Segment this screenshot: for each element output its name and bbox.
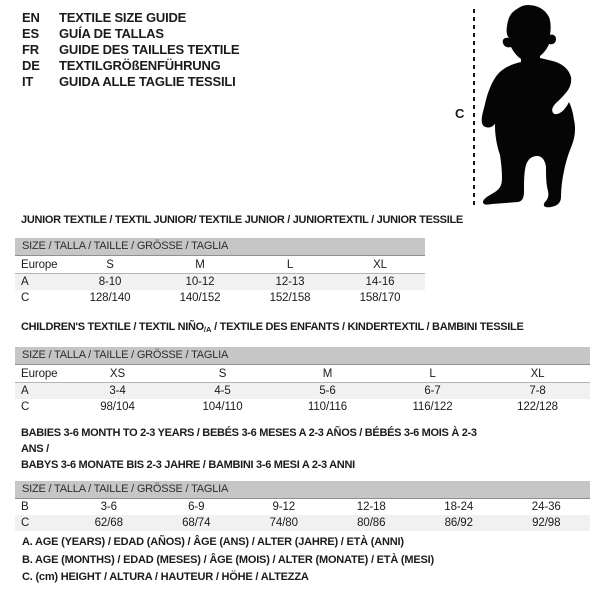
row-label: Europe xyxy=(21,367,58,380)
size-cell: XL xyxy=(530,367,545,380)
height-cell: 92/98 xyxy=(532,517,561,529)
age-cell: 14-16 xyxy=(365,276,395,288)
age-cell: 6-7 xyxy=(424,385,441,397)
months-cell: 18-24 xyxy=(444,501,474,513)
age-cell: 8-10 xyxy=(98,276,122,288)
table-title: JUNIOR TEXTILE / TEXTIL JUNIOR/ TEXTILE JUNIOR / JUNIORTEXTIL / JUNIOR TESSILE xyxy=(21,214,463,226)
table-title: BABIES 3-6 MONTH TO 2-3 YEARS / BEBÉS 3-6 MESES A 2-3 AÑOS / BÉBÉS 3-6 MOIS À 2-3 ANS / BABYS 3-6 MONATE BIS 2-3 JAHRE / BAMBINI 3-6 MESI A 2-3 ANNI xyxy=(21,427,477,471)
age-cell: 5-6 xyxy=(319,385,336,397)
height-cell: 104/110 xyxy=(202,401,243,413)
height-measure-label: C xyxy=(455,106,465,121)
age-cell: 7-8 xyxy=(529,385,546,397)
size-cell: L xyxy=(286,258,294,271)
lang-title: TEXTILGRÖßENFÜHRUNG xyxy=(59,57,221,73)
legend-notes xyxy=(22,534,434,587)
row-label: A xyxy=(21,385,29,397)
size-header-bar: SIZE / TALLA / TAILLE / GRÖSSE / TAGLIA xyxy=(15,481,590,499)
height-cell: 116/122 xyxy=(412,401,453,413)
legend-b: B. AGE (MONTHS) / EDAD (MESES) / ÂGE (MOIS) / ALTER (MONATE) / ETÀ (MESI) xyxy=(22,553,434,566)
height-cell: 152/158 xyxy=(269,292,311,304)
lang-code: DE xyxy=(22,57,40,73)
toddler-silhouette-icon xyxy=(480,0,600,210)
table-row-age xyxy=(15,383,590,399)
legend-c: C. (cm) HEIGHT / ALTURA / HAUTEUR / HÖHE / ALTEZZA xyxy=(22,571,309,583)
lang-row-fr xyxy=(22,41,239,57)
row-label: C xyxy=(21,401,30,413)
size-header-bar: SIZE / TALLA / TAILLE / GRÖSSE / TAGLIA xyxy=(15,347,590,365)
height-cell: 140/152 xyxy=(179,292,221,304)
row-label: A xyxy=(21,276,29,288)
size-header-bar: SIZE / TALLA / TAILLE / GRÖSSE / TAGLIA xyxy=(15,238,425,256)
language-title-list xyxy=(22,9,239,89)
size-cell: L xyxy=(429,367,436,380)
subscript-a: /A xyxy=(203,325,212,334)
height-dashed-line xyxy=(473,9,475,206)
height-cell: 80/86 xyxy=(357,517,386,529)
height-cell: 86/92 xyxy=(444,517,473,529)
months-cell: 24-36 xyxy=(531,501,561,513)
lang-row-en xyxy=(22,9,239,25)
lang-code: EN xyxy=(22,9,40,25)
age-cell: 10-12 xyxy=(185,276,215,288)
size-cell: S xyxy=(218,367,227,380)
junior-textile-table xyxy=(15,214,463,306)
height-cell: 98/104 xyxy=(100,401,135,413)
table-row-height xyxy=(15,290,425,306)
table-row-europe xyxy=(15,256,425,274)
months-cell: 9-12 xyxy=(272,501,296,513)
row-label: C xyxy=(21,292,30,304)
table-row-height xyxy=(15,515,590,531)
size-cell: M xyxy=(195,258,205,271)
height-cell: 128/140 xyxy=(89,292,131,304)
table-row-age xyxy=(15,274,425,290)
lang-code: ES xyxy=(22,25,39,41)
lang-code: IT xyxy=(22,73,34,89)
months-cell: 12-18 xyxy=(356,501,386,513)
lang-row-es xyxy=(22,25,239,41)
height-cell: 74/80 xyxy=(269,517,298,529)
height-cell: 122/128 xyxy=(517,401,558,413)
table-row-europe xyxy=(15,365,590,383)
row-label: B xyxy=(21,501,29,513)
lang-title: GUÍA DE TALLAS xyxy=(59,25,164,41)
row-label: Europe xyxy=(21,258,58,271)
height-cell: 158/170 xyxy=(359,292,401,304)
size-cell: S xyxy=(106,258,114,271)
lang-title: GUIDA ALLE TAGLIE TESSILI xyxy=(59,73,236,89)
lang-row-de xyxy=(22,57,239,73)
height-cell: 68/74 xyxy=(182,517,211,529)
row-label: C xyxy=(21,517,30,529)
months-cell: 3-6 xyxy=(100,501,117,513)
lang-title: GUIDE DES TAILLES TEXTILE xyxy=(59,41,240,57)
babies-textile-table xyxy=(15,425,590,531)
table-row-months xyxy=(15,499,590,515)
table-title: CHILDREN'S TEXTILE / TEXTIL $NIÑO_{/A}$ / TEXTILE DES ENFANTS / KINDERTEXTIL / BAMBINI TESSILE xyxy=(21,321,524,334)
lang-row-it xyxy=(22,73,239,89)
age-cell: 4-5 xyxy=(214,385,231,397)
size-cell: XS xyxy=(109,367,126,380)
months-cell: 6-9 xyxy=(188,501,205,513)
height-cell: 62/68 xyxy=(94,517,123,529)
size-cell: XL xyxy=(373,258,387,271)
lang-code: FR xyxy=(22,41,39,57)
size-cell: M xyxy=(322,367,333,380)
height-cell: 110/116 xyxy=(307,401,348,413)
lang-title: TEXTILE SIZE GUIDE xyxy=(59,9,187,25)
table-row-height xyxy=(15,399,590,415)
age-cell: 12-13 xyxy=(275,276,305,288)
children-textile-table xyxy=(15,321,590,415)
age-cell: 3-4 xyxy=(109,385,126,397)
legend-a: A. AGE (YEARS) / EDAD (AÑOS) / ÂGE (ANS) / ALTER (JAHRE) / ETÀ (ANNI) xyxy=(22,536,404,548)
